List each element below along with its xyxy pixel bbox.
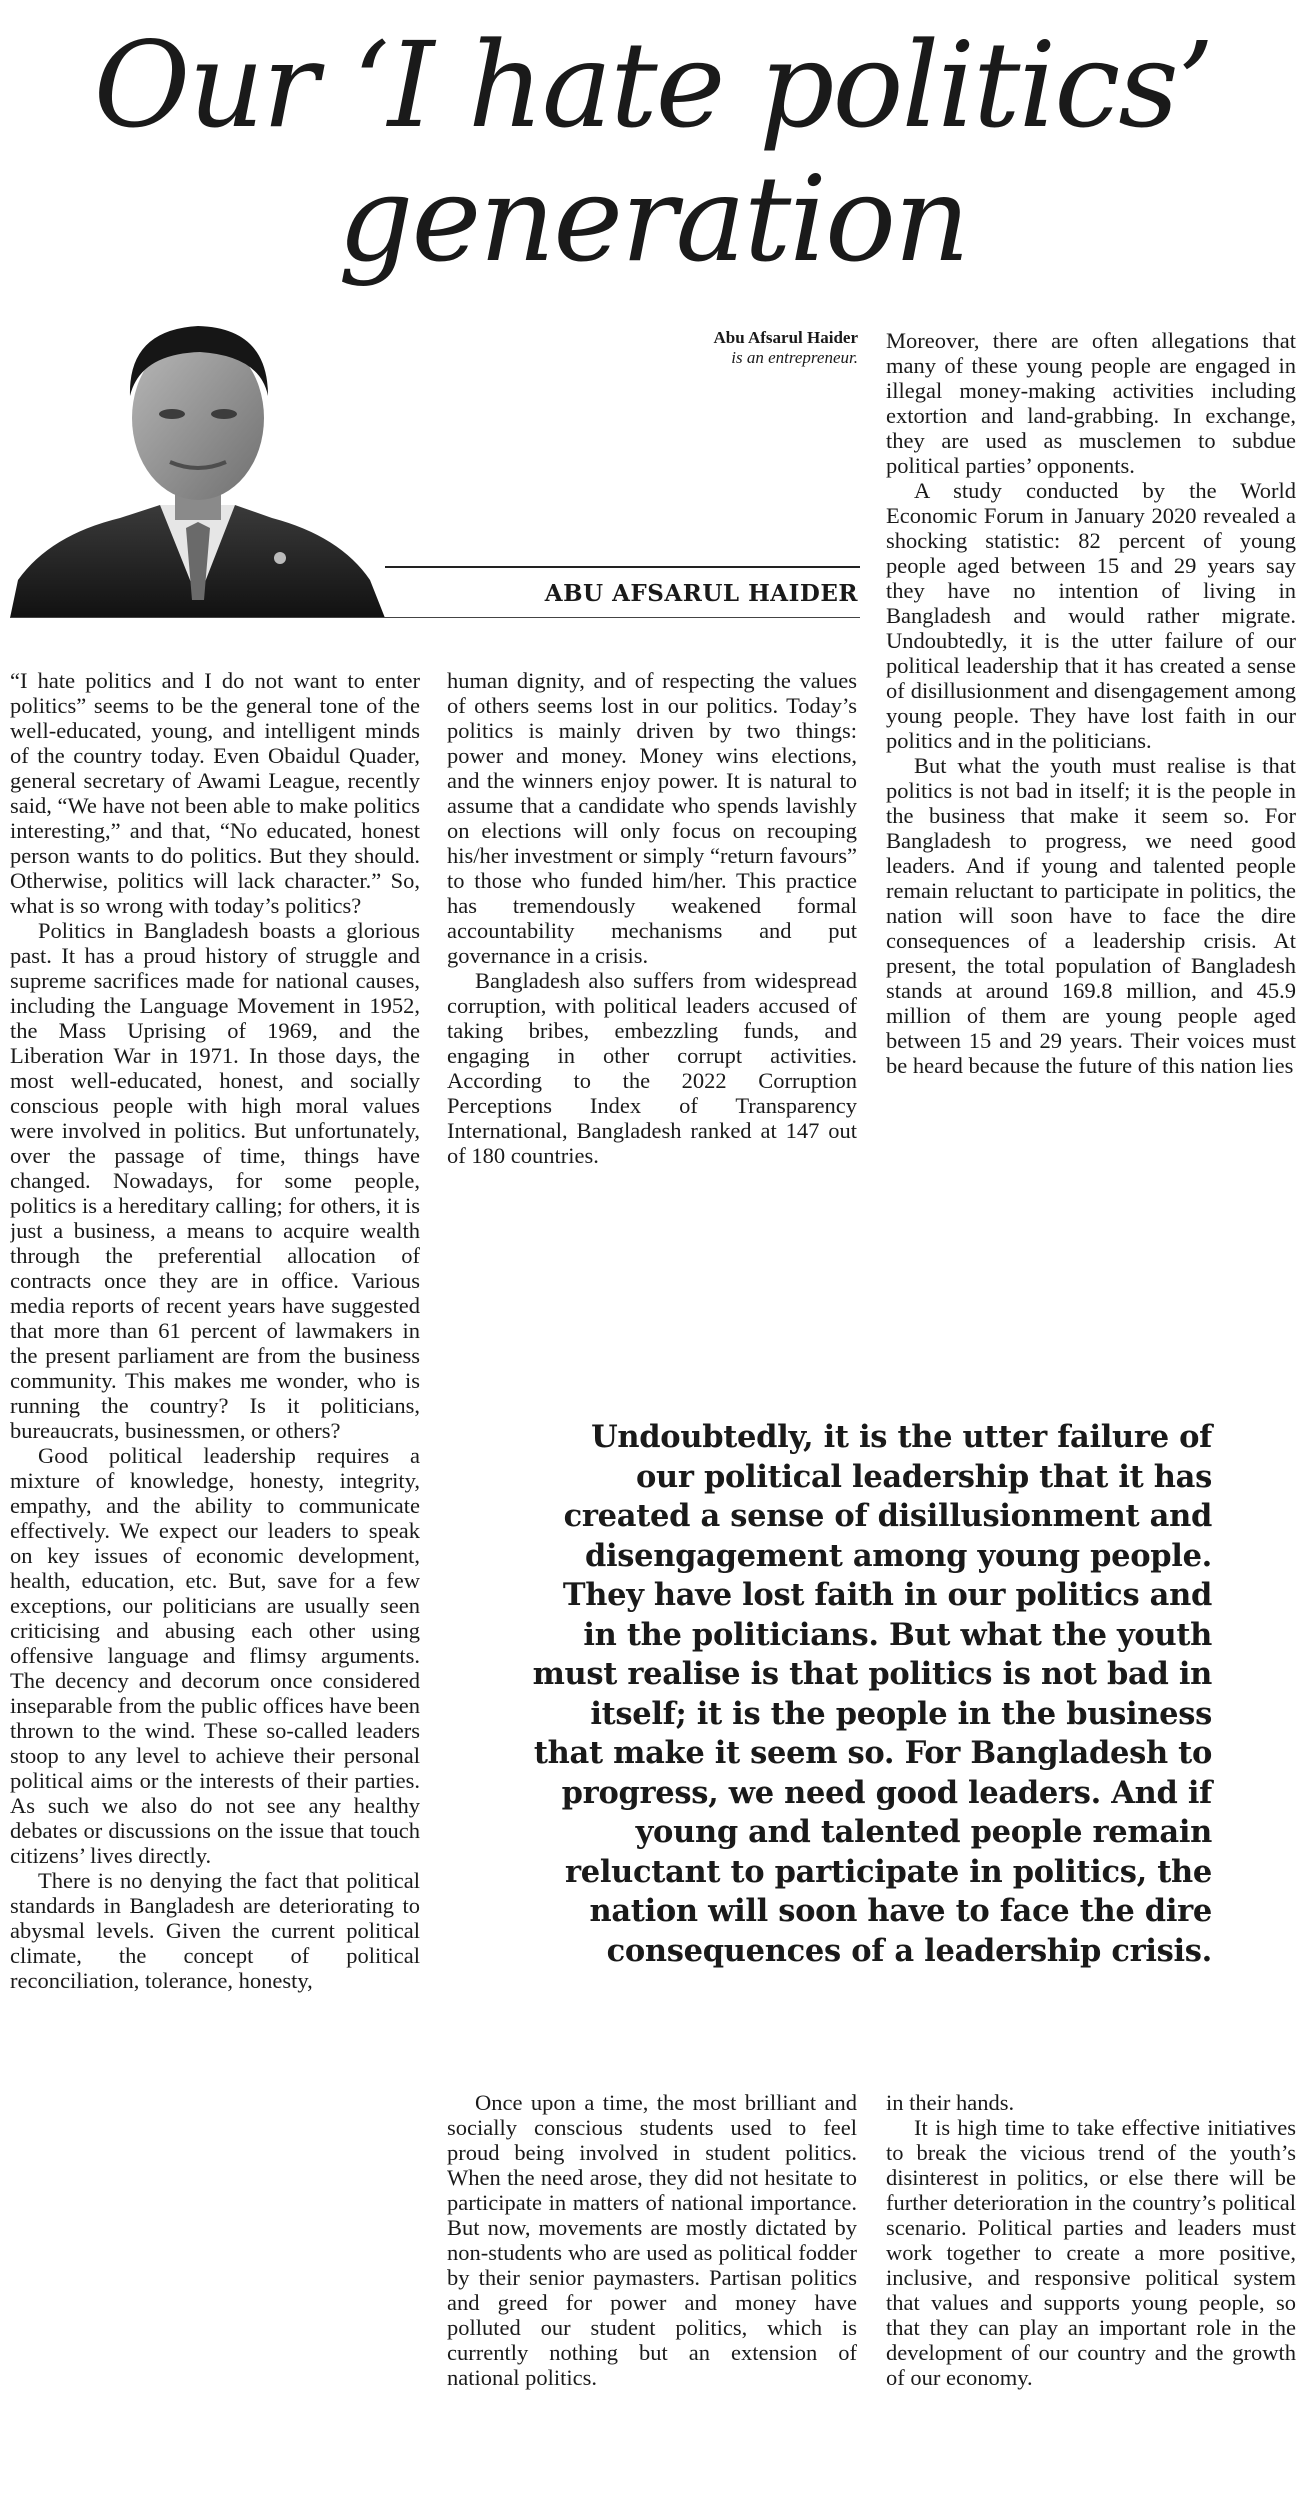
paragraph: Once upon a time, the most brilliant and socially conscious students used to feel proud being involved in student politics. When the need arose, they did not hesitate to participate in matters of national importance. But now, movements are mostly dictated by non-students who are used as political fodder by their senior paymasters. Partisan politics and greed for power and money have polluted our student politics, which is currently nothing but an extension of national politics. bbox=[447, 2090, 857, 2390]
author-photo bbox=[10, 300, 390, 618]
column-3 bbox=[886, 328, 1296, 1348]
paragraph: human dignity, and of respecting the values of others seems lost in our politics. Today’s politics is mainly driven by two things: power and money. Money wins elections, and the winners enjoy power. It is natural to assume that a candidate who spends lavishly on elections will only focus on recouping his/her investment or simply “return favours” to those who funded him/her. This practice has tremendously weakened formal accountability mechanisms and put governance in a crisis. bbox=[447, 668, 857, 968]
paragraph: “I hate politics and I do not want to enter politics” seems to be the general tone of the well-educated, young, and intelligent minds of the country today. Even Obaidul Quader, general secretary of Awami League, recently said, “We have not been able to make politics interesting,” and that, “No educated, honest person wants to do politics. But they should. Otherwise, politics will lack character.” So, what is so wrong with today’s politics? bbox=[10, 668, 420, 918]
author-name: Abu Afsarul Haider bbox=[713, 328, 858, 347]
paragraph: A study conducted by the World Economic Forum in January 2020 revealed a shocking statistic: 82 percent of young people aged between 15 and 29 years say they have no intention of living in Bangladesh and would rather migrate. Undoubtedly, it is the utter failure of our political leadership that it has created a sense of disillusionment and disengagement among young people. They have lost faith in our politics and in the politicians. bbox=[886, 478, 1296, 753]
byline: ABU AFSARUL HAIDER bbox=[544, 580, 858, 607]
pull-quote: Undoubtedly, it is the utter failure of our political leadership that it has created a sense of disillusionment and disengagement among young people. They have lost faith in our politics and in the politicians. But what the youth must realise is that politics is not bad in itself; it is the people in the business that make it seem so. For Bangladesh to progress, we need good leaders. And if young and talented people remain reluctant to participate in politics, the nation will soon have to face the dire consequences of a leadership crisis. bbox=[532, 1419, 1212, 1969]
headline: Our ‘I hate politics’ generation bbox=[93, 16, 1213, 288]
header-divider bbox=[10, 617, 860, 618]
column-4 bbox=[447, 2090, 857, 2490]
paragraph: It is high time to take effective initiatives to break the vicious trend of the youth’s disinterest in politics, or else there will be further deterioration in the country’s political scenario. Political parties and leaders must work together to create a more positive, inclusive, and responsive political system that values and supports young people, so that they can play an important role in the development of our country and the growth of our economy. bbox=[886, 2115, 1296, 2390]
paragraph: Politics in Bangladesh boasts a glorious past. It has a proud history of struggle and supreme sacrifices made for national causes, including the Language Movement in 1952, the Mass Uprising of 1969, and the Liberation War in 1971. In those days, the most well-educated, honest, and socially conscious people with high moral values were involved in politics. But unfortunately, over the passage of time, things have changed. Nowadays, for some people, politics is a hereditary calling; for others, it is just a business, a means to acquire wealth through the preferential allocation of contracts once they are in office. Various media reports of recent years have suggested that more than 61 percent of lawmakers in the present parliament are from the business community. This makes me wonder, who is running the country? Is it politicians, bureaucrats, businessmen, or others? bbox=[10, 918, 420, 1443]
paragraph: But what the youth must realise is that politics is not bad in itself; it is the people in the business that make it seem so. For Bangladesh to progress, we need good leaders. And if young and talented people remain reluctant to participate in politics, the nation will soon have to face the dire consequences of a leadership crisis. At present, the total population of Bangladesh stands at around 169.8 million, and 45.9 million of them are young people aged between 15 and 29 years. Their voices must be heard because the future of this nation lies bbox=[886, 753, 1296, 1078]
author-note bbox=[713, 328, 858, 368]
column-1 bbox=[10, 668, 420, 2488]
paragraph: There is no denying the fact that political standards in Bangladesh are deteriorating to abysmal levels. Given the current political climate, the concept of political reconciliation, tolerance, honesty, bbox=[10, 1868, 420, 1993]
paragraph: in their hands. bbox=[886, 2090, 1015, 2115]
column-5 bbox=[886, 2090, 1296, 2490]
paragraph: Bangladesh also suffers from widespread corruption, with political leaders accused of taking bribes, embezzling funds, and engaging in other corrupt activities. According to the 2022 Corruption Perceptions Index of Transparency International, Bangladesh ranked at 147 out of 180 countries. bbox=[447, 968, 857, 1168]
paragraph: Good political leadership requires a mixture of knowledge, honesty, integrity, empathy, and the ability to communicate effectively. We expect our leaders to speak on key issues of economic development, health, education, etc. But, save for a few exceptions, our politicians are usually seen criticising and abusing each other using offensive language and flimsy arguments. The decency and decorum once considered inseparable from the public offices have been thrown to the wind. These so-called leaders stoop to any level to achieve their personal political aims or the interests of their parties. As such we also do not see any healthy debates or discussions on the issue that touch citizens’ lives directly. bbox=[10, 1443, 420, 1868]
paragraph: Moreover, there are often allegations that many of these young people are engaged in illegal money-making activities including extortion and land-grabbing. In exchange, they are used as musclemen to subdue political parties’ opponents. bbox=[886, 328, 1296, 478]
column-2 bbox=[447, 668, 857, 1348]
byline-rule bbox=[385, 566, 860, 568]
author-role: is an entrepreneur. bbox=[731, 348, 858, 367]
